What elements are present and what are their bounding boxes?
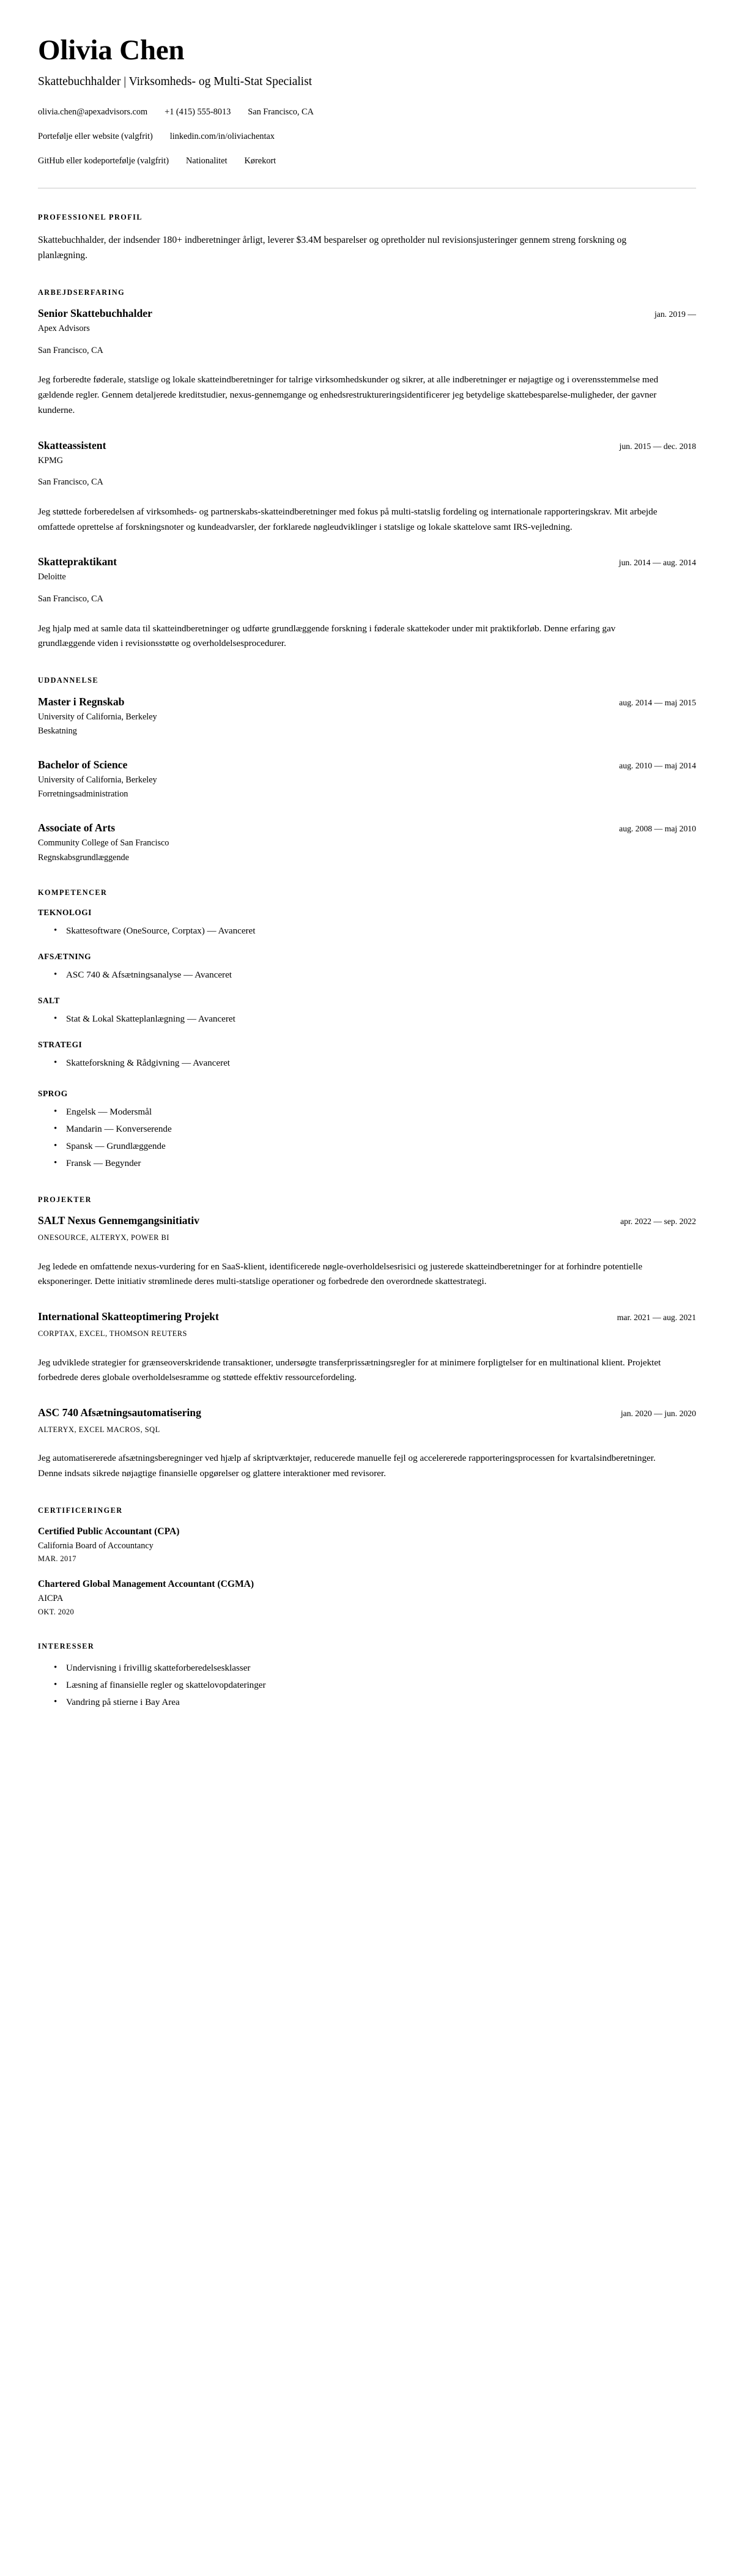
experience-entry [38,555,696,651]
contact-item[interactable]: Nationalitet [185,155,228,166]
skill-item: • Stat & Lokal Skatteplanlægning — Avanceret [54,1012,696,1026]
field-of-study: Forretningsadministration [38,789,128,800]
entry-header [38,1406,696,1420]
certifications-list [38,1526,696,1617]
certification-date: MAR. 2017 [38,1554,76,1564]
section-experience [27,288,707,652]
project-stack: ALTERYX, EXCEL MACROS, SQL [38,1425,160,1435]
school-name: Community College of San Francisco [38,838,169,848]
certification-name: Certified Public Accountant (CPA) [38,1526,180,1537]
project-dates: mar. 2021 — aug. 2021 [617,1313,696,1323]
experience-entry [38,439,696,535]
resume-header [27,35,707,167]
education-entry [38,822,696,864]
project-description: Jeg ledede en omfattende nexus-vurdering for en SaaS-klient, identificerede nøgle-overholdelsesrisici og justerede skatteindberetninger for at forhindre potentielle eksponeringer. Dette initiativ strømlinede deres multi-statslige operationer og forbedrede den overordnede skattestrategi. [38,1261,643,1287]
job-dates: jun. 2015 — dec. 2018 [619,441,696,451]
degree-title: Associate of Arts [38,822,116,834]
job-location: San Francisco, CA [38,593,103,604]
section-profile [27,213,707,263]
job-description: Jeg støttede forberedelsen af virksomheds- og partnerskabs-skatteindberetninger med fokus på multi-statslig fordeling og internationale rapporteringskrav. Mit arbejde omfattede oprettelse af forskningsnoter og kundeadvarsler, der forklarede nøgleudviklinger i statslige og lokale skattelove samt IRS-vejledning. [38,506,658,532]
certification-issuer: AICPA [38,1594,64,1604]
contact-item[interactable]: Kørekort [244,155,276,166]
section-title-certifications: CERTIFICERINGER [38,1505,123,1515]
entry-header [38,555,696,569]
candidate-name: Olivia Chen [38,34,185,66]
section-title-interests: INTERESSER [38,1642,95,1651]
job-title: Skatteassistent [38,439,106,451]
skill-bullet-list [38,1012,696,1026]
project-entry [38,1214,696,1290]
interest-item: • Undervisning i frivillig skatteforberedelsesklasser [54,1661,696,1676]
skill-item: • Skatteforskning & Rådgivning — Avanceret [54,1056,696,1071]
skill-item: • ASC 740 & Afsætningsanalyse — Avanceret [54,968,696,982]
languages-bullet-list [38,1105,696,1171]
projects-list [38,1214,696,1482]
section-projects [27,1195,707,1482]
skill-bullet-list [38,1056,696,1071]
job-company: Deloitte [38,572,66,582]
certification-entry [38,1578,696,1617]
section-title-profile: PROFESSIONEL PROFIL [38,213,143,222]
skill-group-title: AFSÆTNING [38,951,92,961]
skill-group [38,952,696,982]
project-name: ASC 740 Afsætningsautomatisering [38,1406,201,1419]
skill-bullet-list [38,924,696,938]
spacer [27,651,707,676]
degree-title: Master i Regnskab [38,695,125,708]
spacer [27,1071,707,1089]
interest-item: • Vandring på stierne i Bay Area [54,1696,696,1710]
section-title-projects: PROJEKTER [38,1195,92,1204]
interest-item: • Læsning af finansielle regler og skattelovopdateringer [54,1679,696,1693]
contact-item[interactable]: GitHub eller kodeportefølje (valgfrit) [38,155,169,166]
candidate-headline: Skattebuchhalder | Virksomheds- og Multi-Stat Specialist [38,75,313,88]
job-company: Apex Advisors [38,324,90,334]
experience-list [38,307,696,651]
certification-name: Chartered Global Management Accountant (CGMA) [38,1578,254,1589]
entry-header [38,307,696,321]
education-list [38,696,696,864]
job-title: Skattepraktikant [38,555,117,568]
contact-row [38,130,707,143]
contact-item[interactable]: olivia.chen@apexadvisors.com [38,107,148,117]
certification-entry [38,1526,696,1565]
certification-issuer: California Board of Accountancy [38,1540,154,1551]
contact-row [38,155,707,168]
education-entry [38,696,696,738]
job-description: Jeg forberedte føderale, statslige og lokale skatteindberetninger for talrige virksomhedskunder og sikrer, at alle indberetninger er nøjagtige og i overensstemmelse med gældende regler. Gennem detaljerede kreditstudier, nexus-gennemgange og enhedsrestruktureringsidentificerer jeg betydelige skattebesparelse-muligheder, der gavner kunderne. [38,374,659,415]
contact-block [38,106,707,167]
section-title-education: UDDANNELSE [38,676,98,685]
entry-header [38,696,696,709]
section-title-skills: KOMPETENCER [38,888,108,897]
section-interests [27,1642,707,1709]
skill-group-title: STRATEGI [38,1039,83,1049]
entry-header [38,1310,696,1324]
job-title: Senior Skattebuchhalder [38,307,152,320]
entry-header [38,1214,696,1228]
experience-entry [38,307,696,418]
project-description: Jeg udviklede strategier for grænseoverskridende transaktioner, undersøgte transferprissætningsregler for at minimere forpligtelser for en multinational klient. Projektet forbedrede deres globale overholdelsesramme og støttede effektiv ressourcefordeling. [38,1357,661,1383]
project-name: SALT Nexus Gennemgangsinitiativ [38,1214,199,1227]
degree-dates: aug. 2014 — maj 2015 [619,697,696,707]
spacer [27,1617,707,1642]
section-languages [27,1089,707,1171]
skill-group [38,996,696,1026]
section-skills [27,888,707,1071]
skill-bullet-list [38,968,696,982]
entry-header [38,759,696,772]
skill-group [38,1040,696,1071]
job-location: San Francisco, CA [38,477,103,488]
contact-item[interactable]: linkedin.com/in/oliviachentax [169,131,275,141]
certification-date: OKT. 2020 [38,1607,75,1616]
profile-text: Skattebuchhalder, der indsender 180+ indberetninger årligt, leverer $3.4M besparelser og opretholder nul revisionsjusteringer gennem streng forskning og planlægning. [38,235,627,261]
project-dates: jan. 2020 — jun. 2020 [620,1409,696,1419]
skill-group-title: SALT [38,995,60,1005]
skills-list [38,908,696,1071]
field-of-study: Regnskabsgrundlæggende [38,852,129,863]
contact-item[interactable]: Portefølje eller website (valgfrit) [38,131,153,141]
language-item: • Engelsk — Modersmål [54,1105,696,1119]
project-entry [38,1310,696,1386]
project-stack: ONESOURCE, ALTERYX, POWER BI [38,1233,169,1242]
skill-group [38,908,696,938]
section-education [27,676,707,864]
language-item: • Fransk — Begynder [54,1157,696,1171]
section-certifications [27,1506,707,1617]
spacer [27,1171,707,1195]
project-name: International Skatteoptimering Projekt [38,1310,219,1323]
field-of-study: Beskatning [38,726,77,737]
degree-dates: aug. 2008 — maj 2010 [619,824,696,834]
project-stack: CORPTAX, EXCEL, THOMSON REUTERS [38,1329,187,1338]
spacer [27,864,707,888]
education-entry [38,759,696,801]
degree-title: Bachelor of Science [38,758,128,771]
job-description: Jeg hjalp med at samle data til skatteindberetninger og udførte grundlæggende forskning i føderale skattekoder under mit praktikforløb. Denne erfaring gav grundlæggende viden i revisionsstøtte og overholdelsesprocedurer. [38,623,616,649]
job-dates: jun. 2014 — aug. 2014 [618,558,696,568]
school-name: University of California, Berkeley [38,711,157,722]
contact-item[interactable]: San Francisco, CA [248,107,314,117]
job-company: KPMG [38,455,63,466]
interests-bullet-list [38,1661,696,1710]
contact-row [38,106,707,119]
project-entry [38,1406,696,1482]
project-description: Jeg automatisererede afsætningsberegninger ved hjælp af skriptværktøjer, reducerede manuelle fejl og accelererede rapporteringsprocessen for kvartalsindberetninger. Denne indsats sikrede nøjagtige finansielle opgørelser og glattere interaktioner med revisorer. [38,1453,656,1479]
entry-header [38,439,696,453]
language-item: • Mandarin — Konverserende [54,1123,696,1137]
project-dates: apr. 2022 — sep. 2022 [620,1217,696,1227]
section-title-languages: SPROG [38,1088,68,1098]
contact-item[interactable]: +1 (415) 555-8013 [165,107,231,117]
spacer [27,1482,707,1506]
section-title-experience: ARBEJDSERFARING [38,288,125,297]
job-location: San Francisco, CA [38,345,103,355]
language-item: • Spansk — Grundlæggende [54,1140,696,1154]
entry-header [38,822,696,835]
spacer [27,264,707,288]
skill-group-title: TEKNOLOGI [38,907,92,917]
degree-dates: aug. 2010 — maj 2014 [619,760,696,770]
skill-item: • Skattesoftware (OneSource, Corptax) — Avanceret [54,924,696,938]
school-name: University of California, Berkeley [38,774,157,785]
job-dates: jan. 2019 — [654,310,696,319]
